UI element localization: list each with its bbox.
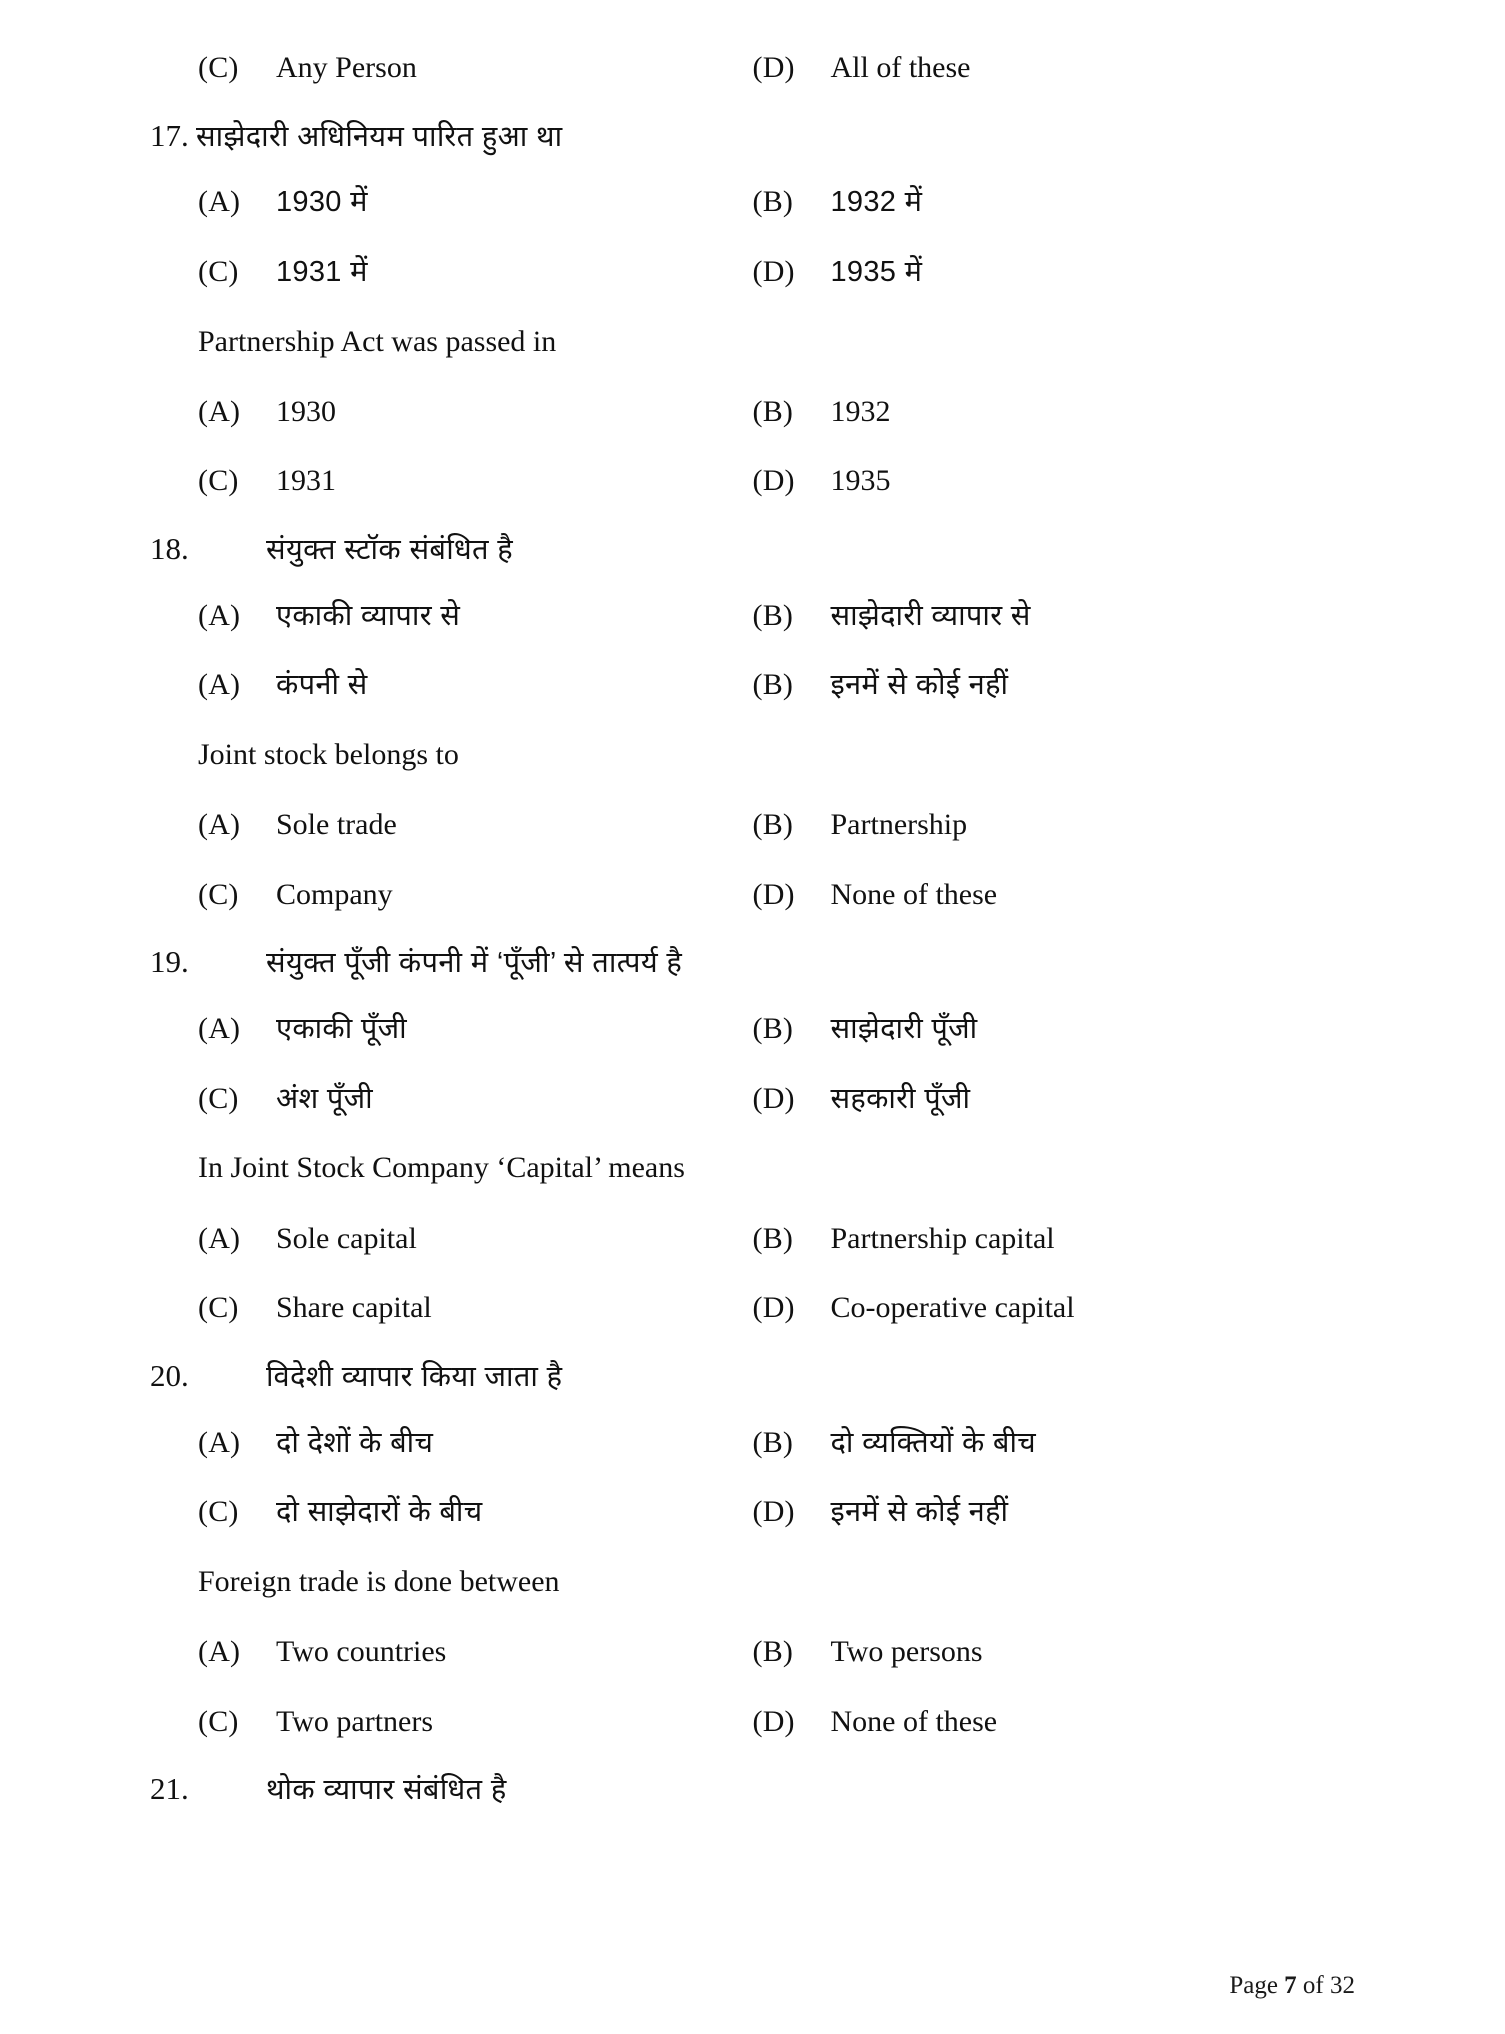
question-text-english: Partnership Act was passed in [198,324,557,358]
option-text: 1935 [830,464,891,498]
option-row [150,1632,1355,1672]
question-number: 19. [150,944,189,980]
option-text: Two partners [276,1704,434,1738]
option-text: दो व्यक्तियों के बीच [830,1426,1036,1459]
option-label: (C) [198,1081,239,1115]
option-item [753,461,1356,501]
option-row [150,461,1355,501]
option-text: 1930 में [276,186,368,219]
question-text-english: Foreign trade is done between [198,1564,560,1598]
option-text: Sole trade [276,808,397,842]
option-label: (D) [752,1291,795,1325]
option-item [150,875,753,915]
option-item [150,1492,753,1532]
option-row [150,1009,1355,1049]
option-label: (B) [752,668,794,702]
question-text: विदेशी व्यापार किया जाता है [266,1360,563,1393]
option-text: कंपनी से [276,669,368,702]
option-text: Partnership [830,808,968,842]
option-item [150,1632,753,1672]
option-item [753,182,1356,222]
question-number: 17. [150,117,189,153]
option-text: Any Person [276,51,417,84]
option-item [753,805,1356,845]
option-label: (D) [752,464,795,498]
question-number: 20. [150,1357,189,1393]
option-item [753,1492,1356,1532]
option-text: एकाकी व्यापार से [276,599,461,632]
option-item [150,1079,753,1119]
carryover-option-row [150,48,1355,88]
option-item [150,1423,753,1463]
footer-page-number: 7 [1284,1972,1297,1999]
option-item [150,392,753,432]
option-item [150,252,753,292]
option-label: (D) [752,1704,795,1738]
option-row [150,182,1355,222]
option-item [753,1632,1356,1672]
question-text-english: In Joint Stock Company ‘Capital’ means [198,1151,685,1185]
footer-suffix: of 32 [1296,1972,1355,1999]
option-label: (A) [198,185,241,219]
option-text: Partnership capital [830,1221,1055,1255]
option-row [150,1079,1355,1119]
option-row [150,805,1355,845]
question-stem-hindi [150,118,1355,157]
option-text: Sole capital [276,1221,417,1255]
question-number: 18. [150,531,189,567]
option-label: (B) [752,394,794,428]
option-text: 1932 में [830,186,923,219]
question-text: साझेदारी अधिनियम पारित हुआ था [196,120,563,153]
option-item [150,461,753,501]
option-text: दो साझेदारों के बीच [276,1496,483,1529]
option-label: (A) [198,1635,241,1669]
option-row [150,1702,1355,1742]
option-label: (A) [198,668,241,702]
question-stem-hindi [150,1358,1355,1397]
option-label: (C) [198,255,239,289]
option-item [753,1702,1356,1742]
option-label: (A) [198,1012,241,1046]
option-label: (D) [752,255,795,289]
option-label: (B) [752,1425,794,1459]
option-item [753,252,1356,292]
option-text: साझेदारी व्यापार से [830,599,1031,632]
option-item [150,182,753,222]
option-row [150,1288,1355,1328]
option-item [150,1219,753,1259]
option-text: 1931 [276,464,336,498]
option-label: (B) [752,598,794,632]
question-text: संयुक्त स्टॉक संबंधित है [266,534,514,567]
option-text: अंश पूँजी [276,1082,373,1115]
option-item [753,665,1356,705]
option-item [150,665,753,705]
option-item [753,875,1356,915]
footer-prefix: Page [1229,1972,1285,1999]
option-row [150,252,1355,292]
option-label: (C) [198,1291,239,1325]
option-item [753,1079,1356,1119]
option-item [753,392,1356,432]
option-text: None of these [830,1704,998,1738]
question-stem-hindi [150,1771,1355,1810]
option-text: Share capital [276,1291,432,1325]
option-row [150,875,1355,915]
option-item [753,1009,1356,1049]
option-row [150,1492,1355,1532]
option-label: (C) [198,464,239,498]
option-label: (C) [198,877,239,911]
page-footer [1229,1972,1355,2000]
option-row [150,392,1355,432]
option-text: Co-operative capital [830,1291,1075,1325]
option-label: (B) [752,1635,794,1669]
option-text: इनमें से कोई नहीं [830,669,1009,702]
option-text: 1935 में [830,256,923,289]
question-number: 21. [150,1771,189,1807]
option-text: साझेदारी पूँजी [830,1013,978,1046]
option-item [150,1702,753,1742]
option-text: Two countries [276,1635,447,1669]
option-row [150,665,1355,705]
option-row [150,596,1355,636]
question-stem-hindi [150,531,1355,570]
option-label: (C) [198,51,239,84]
option-item [150,48,753,88]
option-label: (D) [752,877,795,911]
option-item [753,1423,1356,1463]
option-text: 1932 [830,394,891,428]
option-label: (A) [198,598,241,632]
option-label: (D) [752,1081,795,1115]
option-item [150,596,753,636]
option-label: (B) [752,808,794,842]
option-row [150,1219,1355,1259]
question-text: संयुक्त पूँजी कंपनी में ‘पूँजी’ से तात्पर्य है [266,947,683,980]
option-label: (A) [198,1425,241,1459]
option-item [150,1009,753,1049]
option-text: 1930 [276,394,336,428]
option-row [150,1423,1355,1463]
option-label: (B) [752,1012,794,1046]
option-text: इनमें से कोई नहीं [830,1496,1009,1529]
option-label: (C) [198,1495,239,1529]
option-text: None of these [830,877,998,911]
option-label: (C) [198,1704,239,1738]
option-item [753,1288,1356,1328]
option-text: दो देशों के बीच [276,1426,434,1459]
option-item [753,596,1356,636]
option-item [150,805,753,845]
option-label: (B) [752,1221,794,1255]
option-label: (D) [752,51,795,84]
question-stem-hindi [150,944,1355,983]
option-label: (A) [198,808,241,842]
option-label: (D) [752,1495,795,1529]
option-label: (A) [198,394,241,428]
question-text: थोक व्यापार संबंधित है [266,1774,507,1807]
option-text: Company [276,877,393,911]
option-text: All of these [830,51,971,84]
option-item [753,1219,1356,1259]
option-text: Two persons [830,1635,983,1669]
option-text: सहकारी पूँजी [830,1082,971,1115]
option-item [753,48,1356,88]
option-label: (B) [752,185,794,219]
question-text-english: Joint stock belongs to [198,738,459,772]
option-text: 1931 में [276,256,368,289]
option-label: (A) [198,1221,241,1255]
option-text: एकाकी पूँजी [276,1013,407,1046]
option-item [150,1288,753,1328]
